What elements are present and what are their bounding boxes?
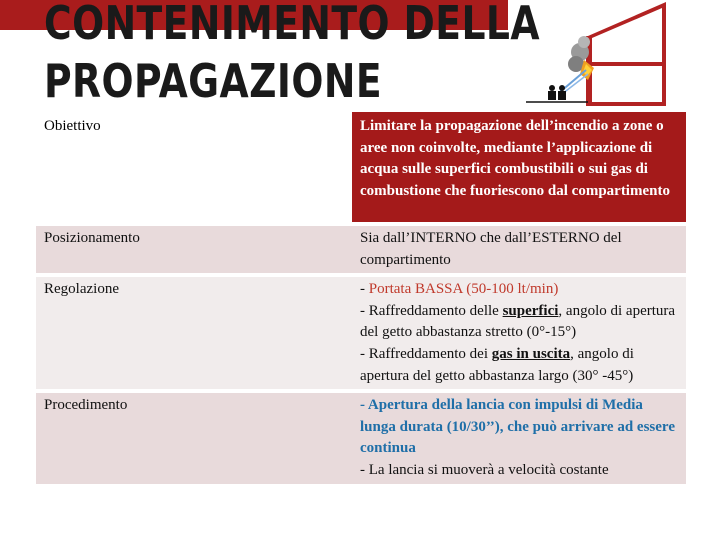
table-row-procedimento [36, 393, 686, 483]
row-value [352, 393, 686, 483]
table-row-obiettivo [36, 112, 686, 222]
procedimento-item-1: - Apertura della lancia con impulsi di Media lunga durata (10/30’’), che può arrivare ad essere continua [360, 397, 675, 457]
row-value [352, 277, 686, 389]
item-text: , angolo di apertura del getto abbastanza largo (30° -45°) [360, 345, 634, 384]
page-title-line-1: CONTENIMENTO DELLA [44, 0, 540, 50]
regolazione-item-2 [360, 301, 678, 344]
row-value: Sia dall’INTERNO che dall’ESTERNO del compartimento [352, 226, 686, 273]
item-text: , angolo di apertura del getto abbastanza stretto (0°-15°) [360, 302, 676, 341]
page-title [44, 0, 540, 110]
row-label: Procedimento [36, 393, 352, 483]
row-label: Regolazione [36, 277, 352, 389]
row-label: Posizionamento [36, 226, 352, 273]
row-value: Limitare la propagazione dell’incendio a zone o aree non coinvolte, mediante l’applicazione di acqua sulle superfici combustibili o sui gas di combustione che fuoriescono dal compartimento [352, 112, 686, 222]
page-title-line-2: PROPAGAZIONE [44, 54, 382, 108]
bullet-dash: - [360, 281, 369, 298]
portata-highlight: Portata BASSA (50-100 lt/min) [368, 281, 559, 298]
table-row-posizionamento [36, 226, 686, 273]
item-text: - Raffreddamento delle [360, 302, 503, 319]
superfici-emphasis: superfici [502, 302, 559, 319]
firefighters-house-fire-icon [524, 2, 670, 106]
gas-in-uscita-emphasis: gas in uscita [491, 345, 571, 362]
tactics-table [36, 108, 686, 488]
regolazione-item-3 [360, 344, 678, 387]
row-label: Obiettivo [36, 112, 352, 222]
regolazione-item-1 [360, 279, 678, 301]
item-text: - Raffreddamento dei [360, 345, 492, 362]
table-row-regolazione [36, 277, 686, 389]
procedimento-item-2: - La lancia si muoverà a velocità costante [360, 461, 609, 478]
